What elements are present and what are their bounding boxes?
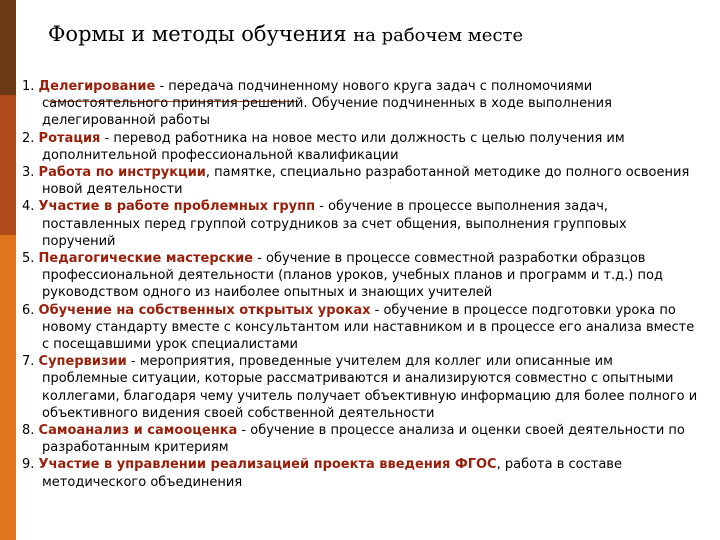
item-term: Ротация (38, 130, 101, 146)
item-term: Участие в управлении реализацией проекта введения ФГОС (38, 457, 497, 473)
title-main: Формы и методы обучения (48, 22, 347, 46)
slide-title (48, 22, 708, 46)
item-number: 6. (22, 302, 35, 318)
item-text: - перевод работника на новое место или должность с целью получения им дополнительной профессиональной квалификации (42, 130, 625, 163)
list-item (22, 422, 702, 456)
list-item (22, 353, 702, 422)
item-term: Педагогические мастерские (38, 251, 254, 267)
item-text: - обучение в процессе анализа и оценки своей деятельности по разработанным критериям (42, 423, 685, 456)
list-item (22, 130, 702, 164)
list-item (22, 78, 702, 130)
item-number: 2. (22, 130, 35, 146)
item-number: 3. (22, 165, 35, 181)
item-term: Супервизии (38, 354, 127, 370)
item-text: - обучение в процессе совместной разработки образцов профессиональной деятельности (планов уроков, учебных планов и программ и т.д.) под руководством одного из наиболее опытных и знающих учителей (42, 251, 663, 301)
item-text: - обучение в процессе выполнения задач, поставленных перед группой сотрудников за счет общения, выполнения групповых поручений (42, 199, 627, 249)
item-term: Делегирование (38, 79, 156, 94)
item-term: Участие в работе проблемных групп (38, 199, 316, 215)
list-item (22, 456, 702, 490)
item-term: Обучение на собственных открытых уроках (38, 302, 371, 318)
list-item (22, 250, 702, 302)
side-bar-segment-light (0, 235, 16, 540)
item-number: 5. (22, 251, 35, 267)
item-number: 1. (22, 79, 35, 94)
side-bar-segment-medium (0, 95, 16, 235)
list-item (22, 302, 702, 354)
methods-list (22, 78, 702, 491)
list-item (22, 198, 702, 250)
item-number: 9. (22, 457, 35, 473)
item-text: - мероприятия, проведенные учителем для коллег или описанные им проблемные ситуации, которые рассматриваются и анализируются совместно с опытными коллегами, благодаря чему учитель получает объективную информацию для более полного и объективного видения своей собственной деятельности (42, 354, 698, 421)
item-text: , памятке, специально разработанной методике до полного освоения новой деятельности (42, 165, 690, 198)
item-text: - обучение в процессе подготовки урока по новому стандарту вместе с консультантом или наставником и в процессе его анализа вместе с посещавшими урок специалистами (42, 302, 695, 353)
list-item (22, 164, 702, 198)
item-number: 7. (22, 354, 35, 370)
item-text: - передача подчиненному нового круга задач с полномочиями самостоятельного принятия решений. Обучение подчиненных в ходе выполнения делегированной работы (42, 79, 612, 129)
decorative-side-bar (0, 0, 16, 540)
item-term: Работа по инструкции (38, 165, 206, 181)
item-number: 4. (22, 199, 35, 215)
item-number: 8. (22, 423, 35, 439)
title-sub: на рабочем месте (353, 25, 524, 46)
side-bar-segment-dark (0, 0, 16, 95)
item-term: Самоанализ и самооценка (38, 423, 238, 439)
item-text: , работа в составе методического объединения (42, 457, 622, 490)
